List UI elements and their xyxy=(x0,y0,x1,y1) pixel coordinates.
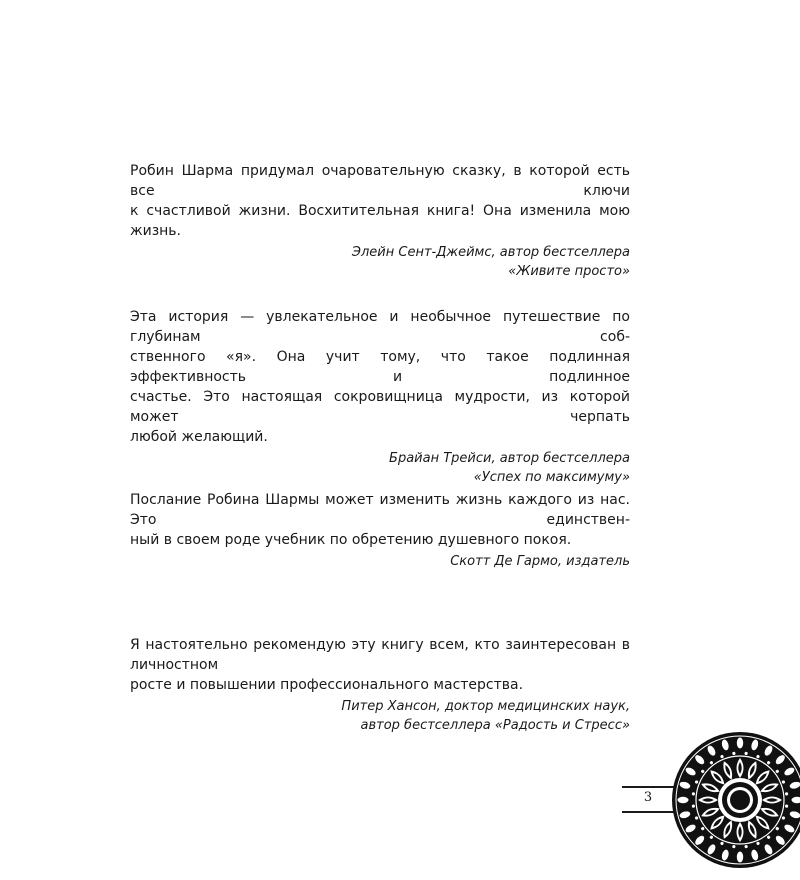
page-number: 3 xyxy=(643,790,653,805)
testimonial-1 xyxy=(130,161,630,281)
attribution-line: Брайан Трейси, автор бестселлера xyxy=(389,451,630,466)
quote-line: Эта история — увлекательное и необычное путешествие по глубинам соб- xyxy=(130,309,630,345)
quote-line: ственного «я». Она учит тому, что такое подлинная эффективность и подлинное xyxy=(130,349,630,385)
attribution-line: «Живите просто» xyxy=(508,264,630,279)
testimonial-2 xyxy=(130,307,630,487)
quote-line: Я настоятельно рекомендую эту книгу всем, кто заинтересован в личностном xyxy=(130,637,630,673)
quote-line: росте и повышении профессионального мастерства. xyxy=(130,677,524,693)
attribution-line: Скотт Де Гармо, издатель xyxy=(450,554,630,569)
quote-line: любой желающий. xyxy=(130,429,268,445)
testimonial-4 xyxy=(130,635,630,735)
quote-text xyxy=(130,161,630,241)
attribution-line: Элейн Сент-Джеймс, автор бестселлера xyxy=(351,245,630,260)
quote-line: Послание Робина Шармы может изменить жизнь каждого из нас. Это единствен- xyxy=(130,492,630,528)
quote-line: счастье. Это настоящая сокровищница мудрости, из которой может черпать xyxy=(130,389,630,425)
quote-attribution xyxy=(130,552,630,571)
quote-line: к счастливой жизни. Восхитительная книга! Она изменила мою жизнь. xyxy=(130,203,630,239)
mandala-ornament-icon xyxy=(670,730,800,870)
attribution-line: автор бестселлера «Радость и Стресс» xyxy=(360,718,630,733)
quote-line: Робин Шарма придумал очаровательную сказку, в которой есть все ключи xyxy=(130,163,630,199)
quote-attribution xyxy=(130,697,630,735)
quote-line: ный в своем роде учебник по обретению душевного покоя. xyxy=(130,532,572,548)
quote-text xyxy=(130,490,630,550)
quote-attribution xyxy=(130,449,630,487)
quote-text xyxy=(130,635,630,695)
testimonial-3 xyxy=(130,490,630,571)
attribution-line: Питер Хансон, доктор медицинских наук, xyxy=(341,699,630,714)
attribution-line: «Успех по максимуму» xyxy=(473,470,630,485)
quote-text xyxy=(130,307,630,447)
quote-attribution xyxy=(130,243,630,281)
